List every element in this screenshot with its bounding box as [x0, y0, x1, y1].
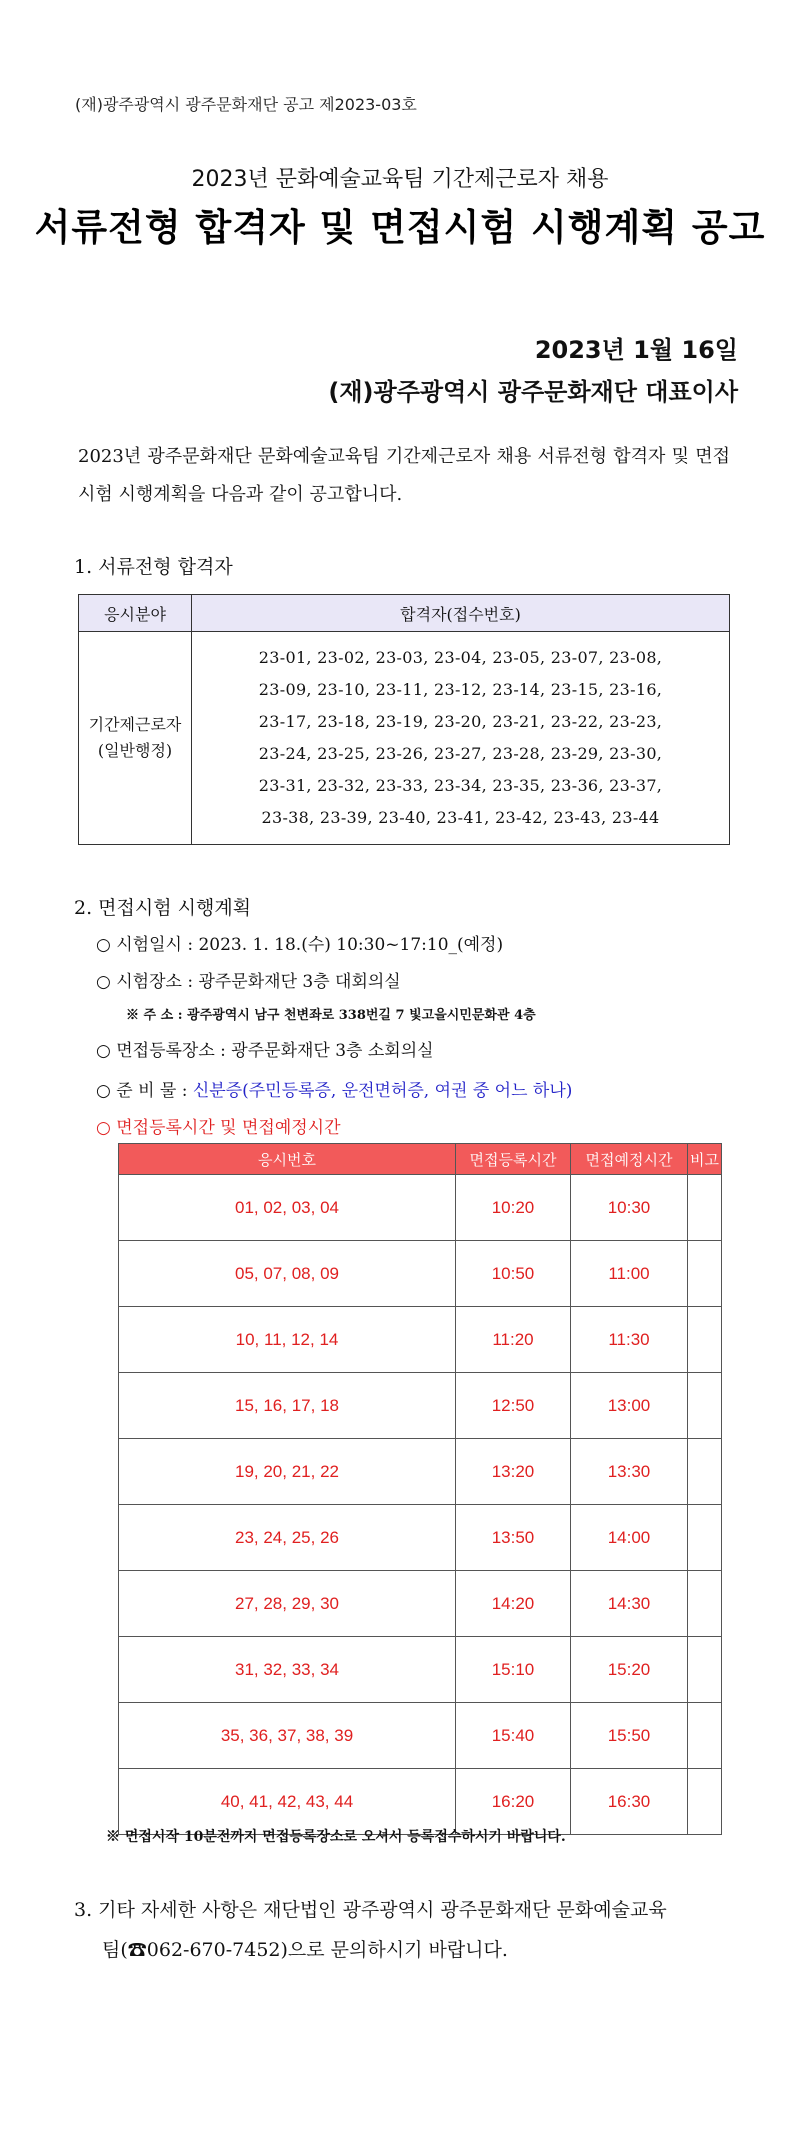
- notice-issuer: (재)광주광역시 광주문화재단 대표이사: [328, 378, 738, 406]
- interview-footnote: ※ 면접시작 10분전까지 면접등록장소로 오셔서 등록접수하시기 바랍니다.: [106, 1829, 566, 1845]
- schedule-header-note: 비고: [688, 1144, 722, 1175]
- notice-title: 서류전형 합격자 및 면접시험 시행계획 공고: [34, 206, 766, 249]
- registration-time: 10:20: [456, 1175, 571, 1241]
- applicant-number-line: 23-17, 23-18, 23-19, 23-20, 23-21, 23-22, 23-23,: [258, 712, 663, 731]
- schedule-heading: ○ 면접등록시간 및 면접예정시간: [96, 1118, 341, 1138]
- registration-time: 13:20: [456, 1439, 571, 1505]
- note: [688, 1175, 722, 1241]
- table-row: [79, 632, 730, 845]
- applicant-number-line: 23-24, 23-25, 23-26, 23-27, 23-28, 23-29, 23-30,: [258, 744, 663, 763]
- registration-time: 10:50: [456, 1241, 571, 1307]
- intro-paragraph: 2023년 광주문화재단 문화예술교육팀 기간제근로자 채용 서류전형 합격자 및 면접시험 시행계획을 다음과 같이 공고합니다.: [78, 446, 730, 505]
- notice-subtitle: 2023년 문화예술교육팀 기간제근로자 채용: [191, 167, 609, 192]
- registration-time: 13:50: [456, 1505, 571, 1571]
- table-row: [119, 1769, 722, 1835]
- registration-time: 12:50: [456, 1373, 571, 1439]
- interview-time: 15:20: [571, 1637, 688, 1703]
- table-row: [119, 1703, 722, 1769]
- interview-time: 10:30: [571, 1175, 688, 1241]
- registration-time: 15:40: [456, 1703, 571, 1769]
- preparation-items: [96, 1076, 572, 1101]
- schedule-header-numbers: 응시번호: [119, 1144, 456, 1175]
- exam-address: ※ 주 소 : 광주광역시 남구 천변좌로 338번길 7 빛고을시민문화관 4층: [126, 1008, 536, 1023]
- interview-time: 11:30: [571, 1307, 688, 1373]
- applicant-number-line: 23-31, 23-32, 23-33, 23-34, 23-35, 23-36, 23-37,: [258, 776, 663, 795]
- field-name: 기간제근로자: [88, 715, 182, 734]
- section2-heading: 2. 면접시험 시행계획: [74, 897, 252, 919]
- note: [688, 1571, 722, 1637]
- applicant-numbers: 35, 36, 37, 38, 39: [119, 1703, 456, 1769]
- field-category: (일반행정): [97, 741, 173, 760]
- interview-time: 15:50: [571, 1703, 688, 1769]
- applicant-number-line: 23-01, 23-02, 23-03, 23-04, 23-05, 23-07, 23-08,: [258, 648, 663, 667]
- section3-line: 3. 기타 자세한 사항은 재단법인 광주광역시 광주문화재단 문화예술교육: [74, 1899, 667, 1921]
- note: [688, 1637, 722, 1703]
- interview-time: 16:30: [571, 1769, 688, 1835]
- note: [688, 1373, 722, 1439]
- applicant-numbers: 05, 07, 08, 09: [119, 1241, 456, 1307]
- table-header-field: 응시분야: [79, 595, 192, 632]
- section1-heading: 1. 서류전형 합격자: [74, 556, 233, 578]
- table-row: [119, 1505, 722, 1571]
- applicant-number-line: 23-38, 23-39, 23-40, 23-41, 23-42, 23-43, 23-44: [261, 808, 660, 827]
- table-row: [119, 1241, 722, 1307]
- table-row: [119, 1175, 722, 1241]
- applicant-numbers: 15, 16, 17, 18: [119, 1373, 456, 1439]
- table-row: [119, 1439, 722, 1505]
- registration-time: 15:10: [456, 1637, 571, 1703]
- section3-paragraph: [74, 1890, 730, 1970]
- applicant-numbers: 40, 41, 42, 43, 44: [119, 1769, 456, 1835]
- schedule-header-interview: 면접예정시간: [571, 1144, 688, 1175]
- exam-place: ○ 시험장소 : 광주문화재단 3층 대회의실: [96, 972, 401, 992]
- note: [688, 1439, 722, 1505]
- notice-date: 2023년 1월 16일: [534, 336, 738, 364]
- table-row: [119, 1307, 722, 1373]
- note: [688, 1241, 722, 1307]
- preparation-list: 신분증(주민등록증, 운전면허증, 여권 중 어느 하나): [192, 1081, 573, 1101]
- table-header-applicants: 합격자(접수번호): [192, 595, 730, 632]
- note: [688, 1769, 722, 1835]
- applicant-numbers: 31, 32, 33, 34: [119, 1637, 456, 1703]
- table-row: [119, 1373, 722, 1439]
- interview-time: 11:00: [571, 1241, 688, 1307]
- table-row: [119, 1571, 722, 1637]
- interview-time: 13:00: [571, 1373, 688, 1439]
- applicant-numbers: 10, 11, 12, 14: [119, 1307, 456, 1373]
- applicant-numbers: 27, 28, 29, 30: [119, 1571, 456, 1637]
- table-header-row: [79, 595, 730, 632]
- registration-time: 11:20: [456, 1307, 571, 1373]
- applicant-numbers: 19, 20, 21, 22: [119, 1439, 456, 1505]
- note: [688, 1505, 722, 1571]
- applicant-number-line: 23-09, 23-10, 23-11, 23-12, 23-14, 23-15, 23-16,: [258, 680, 663, 699]
- interview-time: 14:00: [571, 1505, 688, 1571]
- registration-place: ○ 면접등록장소 : 광주문화재단 3층 소회의실: [96, 1041, 434, 1061]
- applicant-numbers-cell: [192, 632, 730, 845]
- exam-datetime: ○ 시험일시 : 2023. 1. 18.(수) 10:30~17:10_(예정): [96, 935, 504, 955]
- section3-line: 팀(☎062-670-7452)으로 문의하시기 바랍니다.: [102, 1939, 508, 1961]
- note: [688, 1703, 722, 1769]
- registration-time: 16:20: [456, 1769, 571, 1835]
- registration-time: 14:20: [456, 1571, 571, 1637]
- passed-applicants-table: [78, 594, 730, 845]
- table-row: [119, 1637, 722, 1703]
- schedule-header-register: 면접등록시간: [456, 1144, 571, 1175]
- note: [688, 1307, 722, 1373]
- applicant-numbers: 23, 24, 25, 26: [119, 1505, 456, 1571]
- interview-time: 14:30: [571, 1571, 688, 1637]
- application-field-cell: [79, 632, 192, 845]
- interview-schedule-table: [118, 1143, 722, 1835]
- interview-time: 13:30: [571, 1439, 688, 1505]
- notice-number: (재)광주광역시 광주문화재단 공고 제2023-03호: [75, 95, 417, 114]
- schedule-header-row: [119, 1144, 722, 1175]
- preparation-label: ○ 준 비 물 :: [96, 1081, 193, 1101]
- applicant-numbers: 01, 02, 03, 04: [119, 1175, 456, 1241]
